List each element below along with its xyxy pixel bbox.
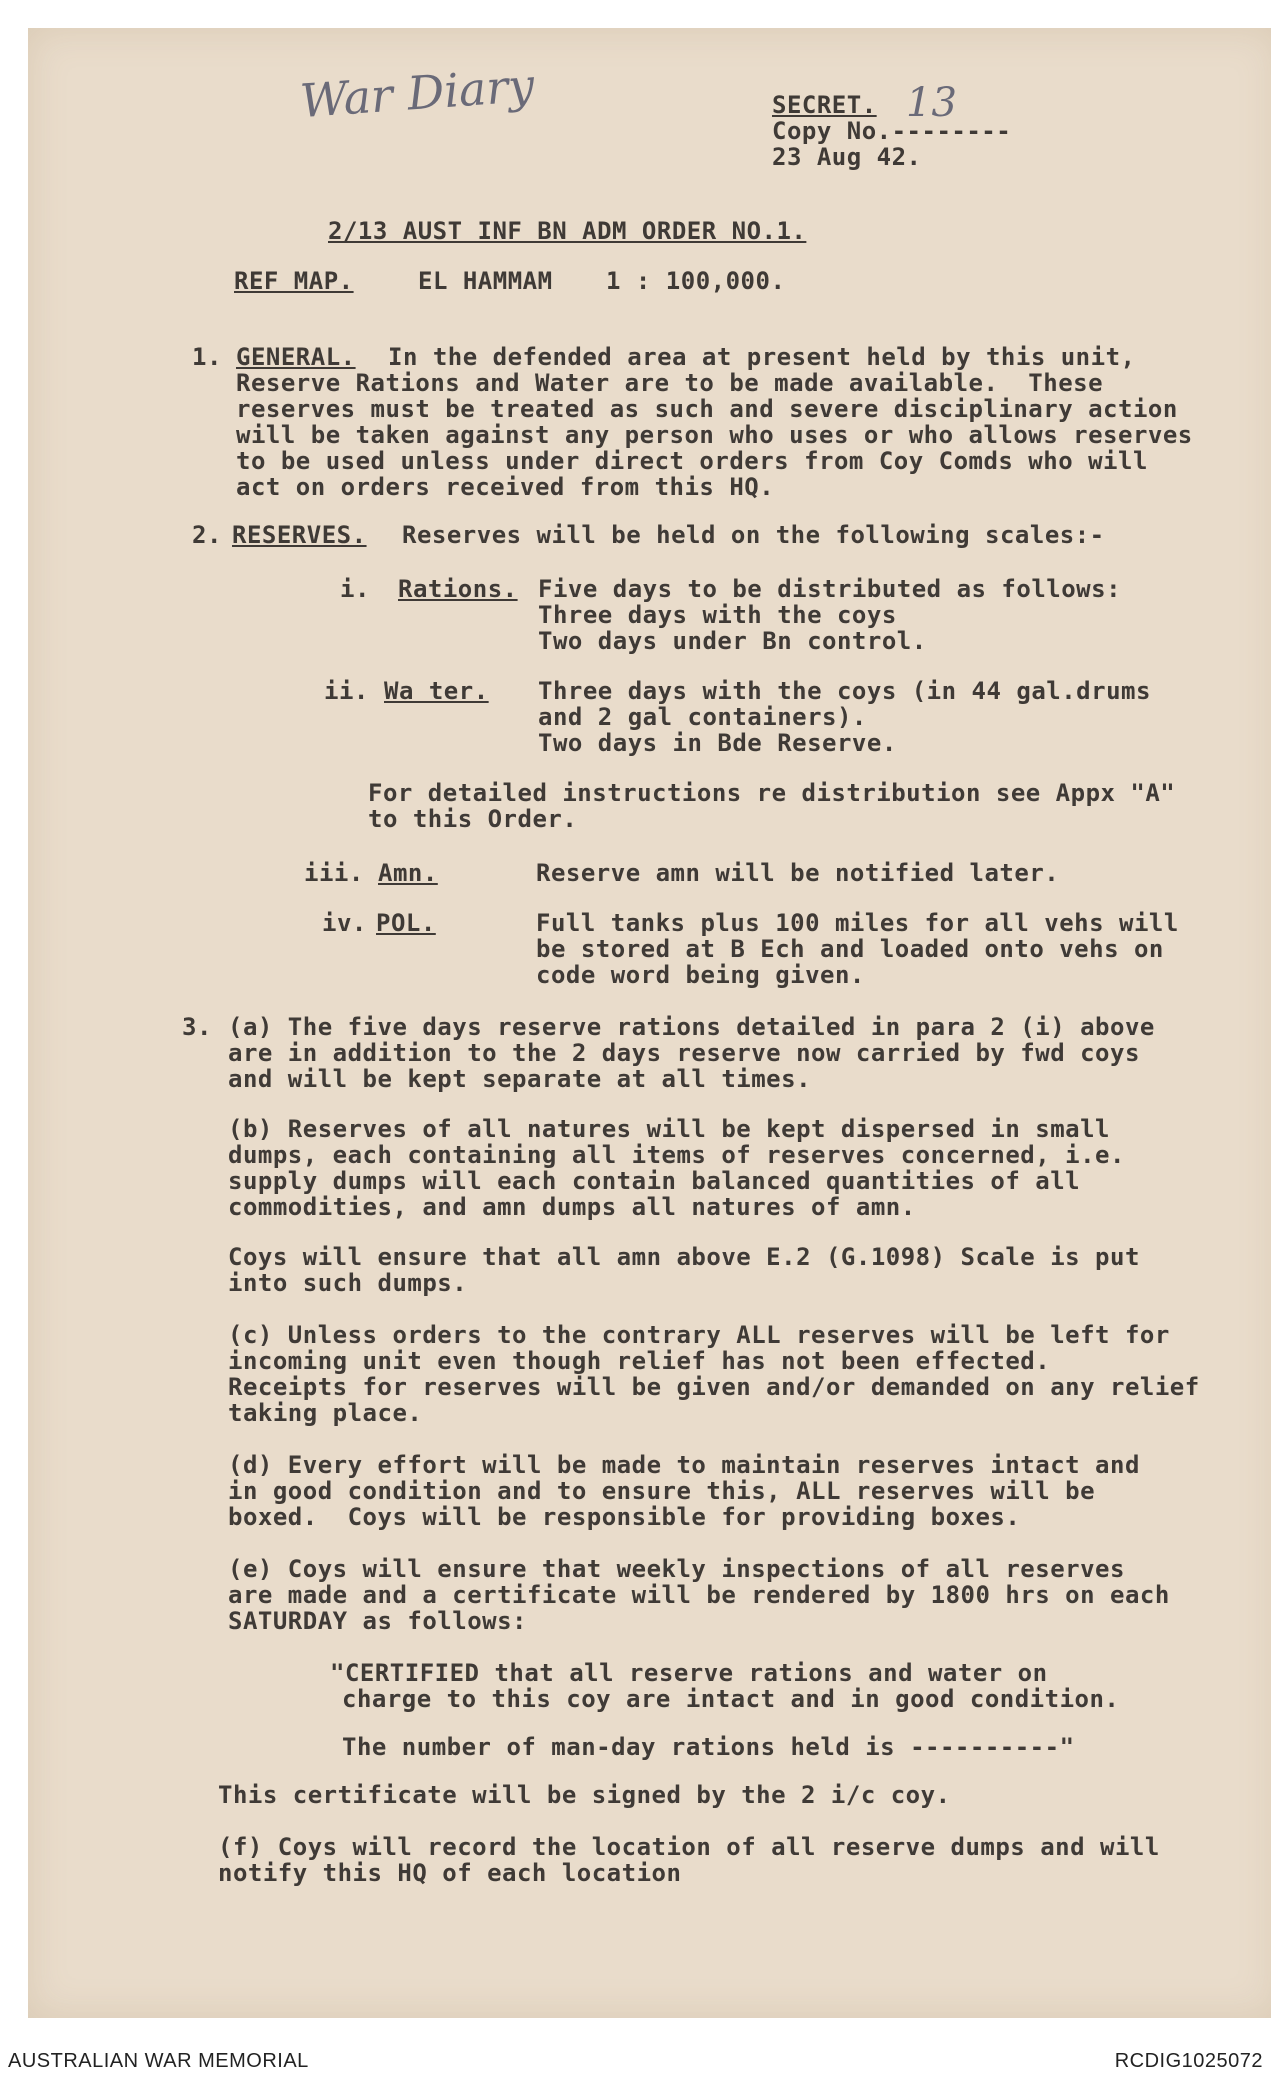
ref-map-scale: 1 : 100,000. [606, 267, 786, 295]
para1-line: reserves must be treated as such and severe disciplinary action [236, 395, 1178, 423]
item-number: iv. [322, 909, 367, 937]
classification-label: SECRET. [772, 91, 877, 119]
certificate-text: charge to this coy are intact and in good condition. [342, 1685, 1120, 1713]
para3e-line: (e) Coys will ensure that weekly inspections of all reserves [228, 1555, 1125, 1583]
para3e-line: are made and a certificate will be rendered by 1800 hrs on each [228, 1581, 1170, 1609]
para3d-line: (d) Every effort will be made to maintain reserves intact and [228, 1451, 1140, 1479]
item-line: Three days with the coys [538, 601, 897, 629]
item-line: Two days in Bde Reserve. [538, 729, 897, 757]
item-line: Reserve amn will be notified later. [536, 859, 1060, 887]
para3b-line: (b) Reserves of all natures will be kept dispersed in small [228, 1115, 1111, 1143]
para3c-line: (c) Unless orders to the contrary ALL reserves will be left for [228, 1321, 1170, 1349]
item-line: Two days under Bn control. [538, 627, 927, 655]
item-label: POL. [376, 909, 436, 937]
distribution-note: For detailed instructions re distribution see Appx "A" [368, 779, 1176, 807]
para3a-line: (a) The five days reserve rations detailed in para 2 (i) above [228, 1013, 1155, 1041]
para2-intro: Reserves will be held on the following scales:- [402, 521, 1105, 549]
item-label: Amn. [378, 859, 438, 887]
distribution-note: to this Order. [368, 805, 578, 833]
para1-line: act on orders received from this HQ. [236, 473, 775, 501]
para3b2-line: into such dumps. [228, 1269, 468, 1297]
para1-heading: GENERAL. [236, 343, 356, 371]
para3b-line: commodities, and amn dumps all natures of amn. [228, 1193, 916, 1221]
certificate-ration-count: The number of man-day rations held is ----------" [342, 1733, 1075, 1761]
ref-map-name: EL HAMMAM [418, 267, 553, 295]
para3a-line: are in addition to the 2 days reserve now carried by fwd coys [228, 1039, 1140, 1067]
para3a-line: and will be kept separate at all times. [228, 1065, 812, 1093]
para2-number: 2. [192, 521, 222, 549]
para3e-line: SATURDAY as follows: [228, 1607, 527, 1635]
item-line: Three days with the coys (in 44 gal.drums [538, 677, 1151, 705]
para1-line: Reserve Rations and Water are to be made available. These [236, 369, 1104, 397]
para3d-line: in good condition and to ensure this, ALL reserves will be [228, 1477, 1096, 1505]
item-line: code word being given. [536, 961, 865, 989]
item-number: i. [340, 575, 370, 603]
para3d-line: boxed. Coys will be responsible for providing boxes. [228, 1503, 1021, 1531]
para3-number: 3. [182, 1013, 212, 1041]
para1-line: will be taken against any person who uses or who allows reserves [236, 421, 1193, 449]
order-title: 2/13 AUST INF BN ADM ORDER NO.1. [328, 217, 807, 245]
para3c-line: incoming unit even though relief has not been effected. [228, 1347, 1051, 1375]
para1-line: In the defended area at present held by this unit, [388, 343, 1136, 371]
para2-heading: RESERVES. [232, 521, 367, 549]
copy-no-label: Copy No.-------- [772, 117, 1012, 145]
ref-map-label: REF MAP. [234, 267, 354, 295]
footer-credit: AUSTRALIAN WAR MEMORIAL [8, 2050, 309, 2072]
footer-record-id: RCDIG1025072 [1114, 2050, 1263, 2072]
para1-line: to be used unless under direct orders from Coy Comds who will [236, 447, 1148, 475]
item-label: Wa ter. [384, 677, 489, 705]
para3b-line: supply dumps will each contain balanced quantities of all [228, 1167, 1081, 1195]
para3f-line: (f) Coys will record the location of all reserve dumps and will [218, 1833, 1160, 1861]
para3f-line: notify this HQ of each location [218, 1859, 682, 1887]
item-line: be stored at B Ech and loaded onto vehs on [536, 935, 1164, 963]
item-number: iii. [304, 859, 364, 887]
item-line: Five days to be distributed as follows: [538, 575, 1122, 603]
item-number: ii. [324, 677, 369, 705]
item-label: Rations. [398, 575, 518, 603]
date-label: 23 Aug 42. [772, 143, 922, 171]
item-line: and 2 gal containers). [538, 703, 867, 731]
copy-number-handwritten: 13 [906, 80, 957, 126]
certificate-text: "CERTIFIED that all reserve rations and water on [330, 1659, 1048, 1687]
handwritten-title: War Diary [298, 57, 536, 129]
para3c-line: taking place. [228, 1399, 423, 1427]
certificate-signature-note: This certificate will be signed by the 2 i/c coy. [218, 1781, 951, 1809]
para3c-line: Receipts for reserves will be given and/or demanded on any relief [228, 1373, 1200, 1401]
para1-number: 1. [192, 343, 222, 371]
para3b2-line: Coys will ensure that all amn above E.2 (G.1098) Scale is put [228, 1243, 1140, 1271]
item-line: Full tanks plus 100 miles for all vehs will [536, 909, 1179, 937]
para3b-line: dumps, each containing all items of reserves concerned, i.e. [228, 1141, 1125, 1169]
